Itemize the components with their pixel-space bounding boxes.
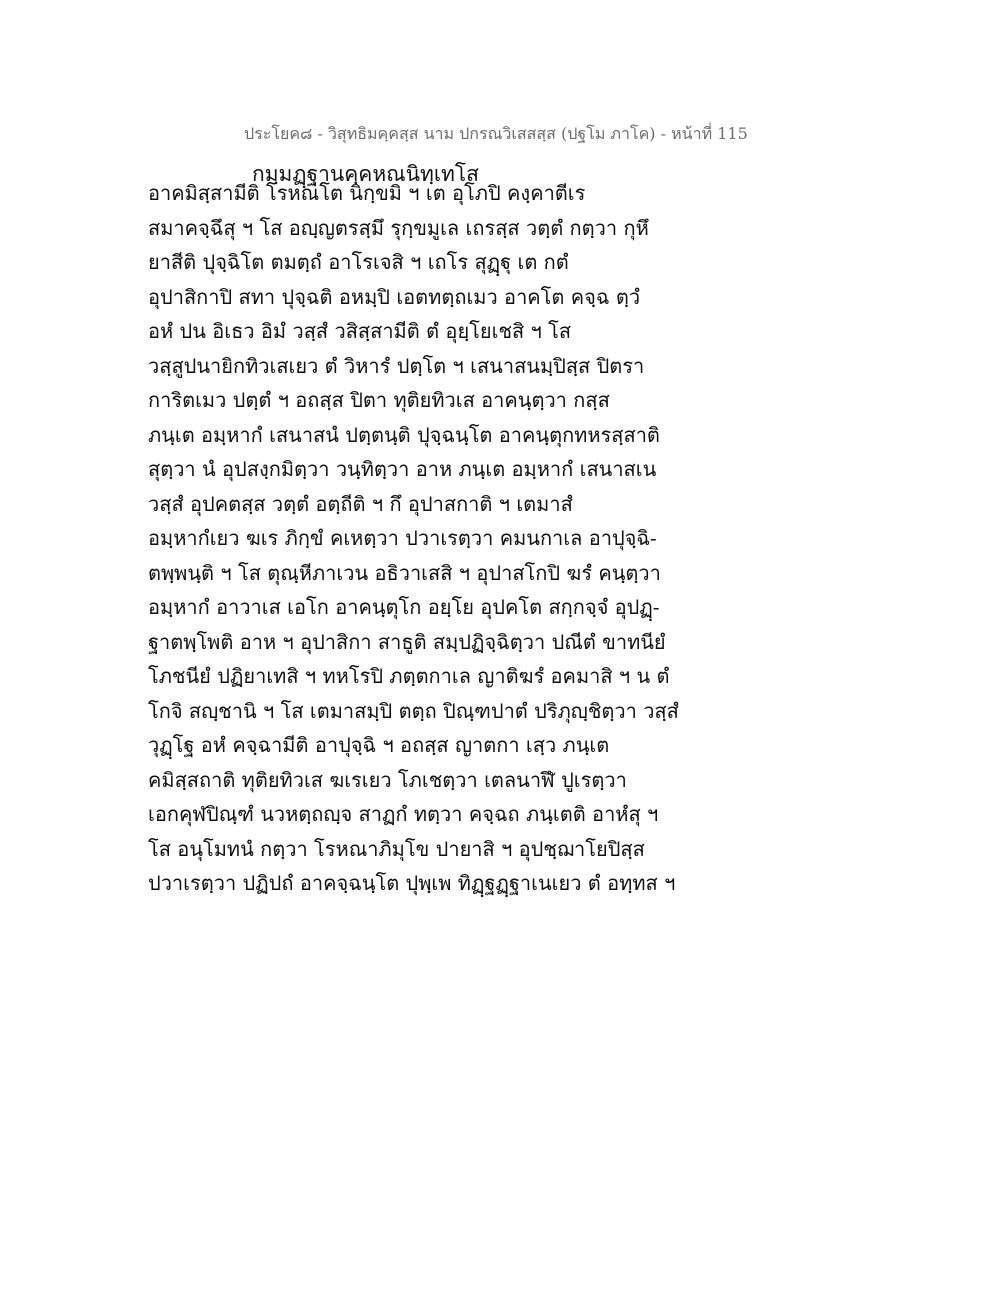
text-line-11: อมฺหากํเยว ฆเร ภิกฺขํ คเหตฺวา ปวาเรตฺวา คมนกาเล อาปุจฺฉิ-: [148, 526, 657, 550]
text-line-7: การิตเมว ปตฺตํ ฯ อถสฺส ปิตา ทุติยทิวเส อาคนฺตฺวา กสฺส: [148, 388, 610, 412]
text-line-5: อหํ ปน อิเธว อิมํ วสฺสํ วสิสฺสามีติ ตํ อุยฺโยเชสิ ฯ โส: [148, 319, 572, 343]
text-line-20: โส อนุโมทนํ กตฺวา โรหณาภิมุโข ปายาสิ ฯ อุปชฺฌาโยปิสฺส: [148, 836, 645, 861]
text-line-14: ฐาตพฺโพติ อาห ฯ อุปาสิกา สาธูติ สมฺปฏิจฺฉิตฺวา ปณีตํ ขาทนียํ: [148, 629, 666, 654]
text-line-13: อมฺหากํ อาวาเส เอโก อาคนฺตุโก อยฺโย อุปคโต สกฺกจฺจํ อุปฏฺ-: [148, 595, 660, 619]
body-text: [148, 176, 868, 901]
text-line-16: โกจิ สญฺชานิ ฯ โส เตมาสมฺปิ ตตฺถ ปิณฺฑปาตํ ปริภุญฺชิตฺวา วสฺสํ: [148, 698, 679, 723]
text-line-2: สมาคจฺฉึสุ ฯ โส อญฺญตรสฺมึ รุกฺขมูเล เถรสฺส วตฺตํ กตฺวา กุหึ: [148, 215, 649, 240]
text-line-19: เอกคุฬปิณฺฑํ นวหตฺถญฺจ สาฏกํ ทตฺวา คจฺฉถ ภนฺเตติ อาหํสุ ฯ: [148, 802, 659, 826]
text-line-9: สุตฺวา นํ อุปสงฺกมิตฺวา วนฺทิตฺวา อาห ภนฺเต อมฺหากํ เสนาสเน: [148, 457, 657, 481]
section-title: กมฺมฏฺฐานคฺคหณนิทฺเทโส: [252, 162, 479, 186]
text-line-15: โภชนียํ ปฏิยาเทสิ ฯ ทหโรปิ ภตฺตกาเล ญาติฆรํ อคมาสิ ฯ น ตํ: [148, 664, 670, 688]
text-line-17: วุฏฺโฐ อหํ คจฺฉามีติ อาปุจฺฉิ ฯ อถสฺส ญาตกา เสฺว ภนฺเต: [148, 733, 610, 757]
text-line-1: อาคมิสฺสามีติ โรหณโต นิกฺขมิ ฯ เต อุโภปิ คงฺคาตีเร: [148, 181, 586, 205]
text-line-21: ปวาเรตฺวา ปฏิปถํ อาคจฺฉนฺโต ปุพฺเพ ทิฏฺฐฏฺฐาเนเยว ตํ อทฺทส ฯ: [148, 871, 676, 895]
running-header: ประโยค๘ - วิสุทธิมคฺคสฺส นาม ปกรณวิเสสสฺส (ปฐโม ภาโค) - หน้าที่ 115: [244, 124, 748, 143]
text-line-3: ยาสีติ ปุจฺฉิโต ตมตฺถํ อาโรเจสิ ฯ เถโร สุฏฺฐุ เต กตํ: [148, 250, 569, 274]
text-line-18: คมิสฺสถาติ ทุติยทิวเส ฆเรเยว โภเชตฺวา เตลนาฬึ ปูเรตฺวา: [148, 767, 627, 792]
text-line-8: ภนฺเต อมฺหากํ เสนาสนํ ปตฺตนฺติ ปุจฺฉนฺโต อาคนฺตุกทหรสฺสาติ: [148, 422, 660, 447]
text-line-12: ตพฺพนฺติ ฯ โส ตุณฺหีภาเวน อธิวาเสสิ ฯ อุปาสโกปิ ฆรํ คนฺตฺวา: [148, 560, 661, 585]
text-line-4: อุปาสิกาปิ สทา ปุจฺฉติ อหมฺปิ เอตทตฺถเมว อาคโต คจฺฉ ตฺวํ: [148, 284, 641, 309]
text-line-6: วสฺสูปนายิกทิวเสเยว ตํ วิหารํ ปตฺโต ฯ เสนาสนมฺปิสฺส ปิตรา: [148, 353, 645, 378]
text-line-10: วสฺสํ อุปคตสฺส วตฺตํ อตฺถีติ ฯ กึ อุปาสกาติ ฯ เตมาสํ: [148, 491, 573, 516]
